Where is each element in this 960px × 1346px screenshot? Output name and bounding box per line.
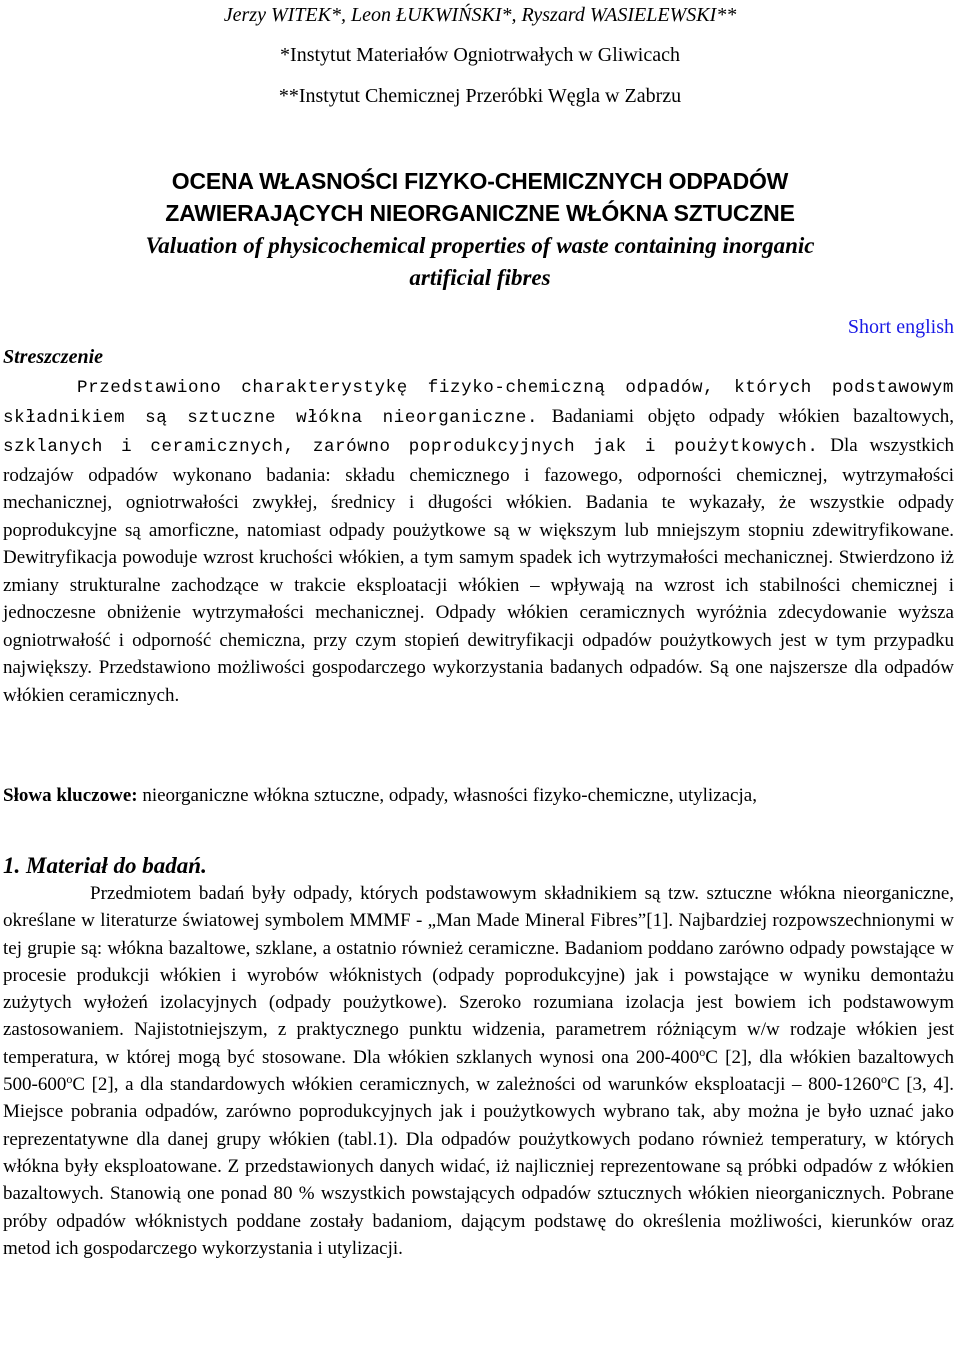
keywords-text: nieorganiczne włókna sztuczne, odpady, własności fizyko-chemiczne, utylizacja,	[137, 785, 757, 806]
abstract-text-1: Badaniami objęto odpady włókien bazaltowych,	[538, 405, 954, 427]
section-1-body	[3, 880, 954, 1262]
short-english-link[interactable]: Short english	[847, 316, 954, 338]
keywords-line	[3, 783, 954, 809]
affiliation-1: *Instytut Materiałów Ogniotrwałych w Gliwicach	[280, 44, 680, 66]
section-1-heading: 1. Materiał do badań.	[3, 853, 207, 878]
section-1-text-a: Przedmiotem badań były odpady, których podstawowym składnikiem są tzw. sztuczne włókna nieorganiczne, określane w literaturze światowej symbolem MMMF - „Man Made Mineral Fibres”[1]. Najbardziej rozpowszechnionymi w tej grupie są: włókna bazaltowe, szklane, a ostatnio również ceramiczne. Badaniom poddano zarówno odpady powstające w procesie produkcji włókien i wyrobów włóknistych (odpady poprodukcyjne) jak i powstające w wyniku demontażu zużytych wyłożeń izolacyjnych (odpady poużytkowe). Szeroko rozumiana izolacja jest bowiem ich podstawowym zastosowaniem. Najistotniejszym, z praktycznego punktu widzenia, parametrem różniącym w/w rodzaje włókien jest temperatura, w której mogą być stosowane. Dla włókien szklanych wynosi ona 200-400	[3, 883, 954, 1068]
section-1-text-d: C [3, 4]. Miejsce pobrania odpadów, zarówno poprodukcyjnych jak i poużytkowych wybrano tak, aby można je było uznać jako reprezentatywne dla danej grupy włókien (tabl.1). Dla odpadów poużytkowych podano również temperatury, w których włókna były eksploatowane. Z przedstawionych danych widać, iż najliczniej reprezentowane są próbki odpadów z włókien bazaltowych. Stanowią one ponad 80 % wszystkich powstających odpadów sztucznych włókien nieorganicznych. Pobrane próby odpadów włóknistych poddane zostały badaniom, dającym podstawę do określenia możliwości, kierunków oraz metod ich gospodarczego wykorzystania i utylizacji.	[3, 1074, 954, 1259]
degree-superscript: o	[699, 1044, 706, 1059]
keywords-label: Słowa kluczowe:	[3, 785, 138, 806]
authors-line: Jerzy WITEK*, Leon ŁUKWIŃSKI*, Ryszard WASIELEWSKI**	[223, 4, 737, 26]
section-1-text-b: C [2], dla włókien bazaltowych 500-600	[3, 1046, 954, 1096]
degree-superscript: o	[880, 1072, 887, 1087]
english-title-line-1: Valuation of physicochemical properties of waste containing inorganic	[145, 233, 815, 258]
degree-superscript: o	[66, 1072, 73, 1087]
abstract-heading: Streszczenie	[3, 346, 103, 368]
abstract-mono-text-2: szklanych i ceramicznych, zarówno poprodukcyjnych jak i poużytkowych.	[3, 437, 819, 457]
abstract-text-2: Dla wszystkich rodzajów odpadów wykonano badania: składu chemicznego i fazowego, odporności chemicznej, wytrzymałości mechanicznej, ogniotrwałości zwykłej, średnicy i długości włókien. Badania te wykazały, że wszystkie odpady poprodukcyjne są amorficzne, natomiast odpady poużytkowe są w większym lub mniejszym stopniu zdewitryfikowane. Dewitryfikacja powoduje wzrost kruchości włókien, a tym samym spadek ich wytrzymałości mechanicznej. Stwierdzono iż zmiany strukturalne zachodzące w trakcie eksploatacji włókien – wpływają na wzrost ich stabilności chemicznej i jednoczesne obniżenie wytrzymałości mechanicznej. Odpady włókien ceramicznych wyróżnia zdecydowanie wyższa ogniotrwałość i odporność chemiczna, przy czym stopień dewitryfikacji odpadów poużytkowych jest w tym przypadku największy. Przedstawiono możliwości gospodarczego wykorzystania badanych odpadów. Są one najszersze dla odpadów włókien ceramicznych.	[3, 435, 954, 706]
section-1-text-c: C [2], a dla standardowych włókien ceramicznych, w zależności od warunków eksploatacji – 800-1260	[72, 1074, 881, 1096]
title-line-2: ZAWIERAJĄCYCH NIEORGANICZNE WŁÓKNA SZTUCZNE	[165, 200, 795, 226]
abstract-mono-text: Przedstawiono charakterystykę fizyko-chemiczną odpadów, których podstawowym składnikiem są sztuczne włókna nieorganiczne.	[3, 378, 954, 428]
english-title-line-2: artificial fibres	[409, 265, 551, 290]
title-line-1: OCENA WŁASNOŚCI FIZYKO-CHEMICZNYCH ODPADÓW	[171, 168, 789, 194]
affiliation-2: **Instytut Chemicznej Przeróbki Węgla w Zabrzu	[278, 85, 682, 107]
abstract-body	[3, 373, 954, 709]
